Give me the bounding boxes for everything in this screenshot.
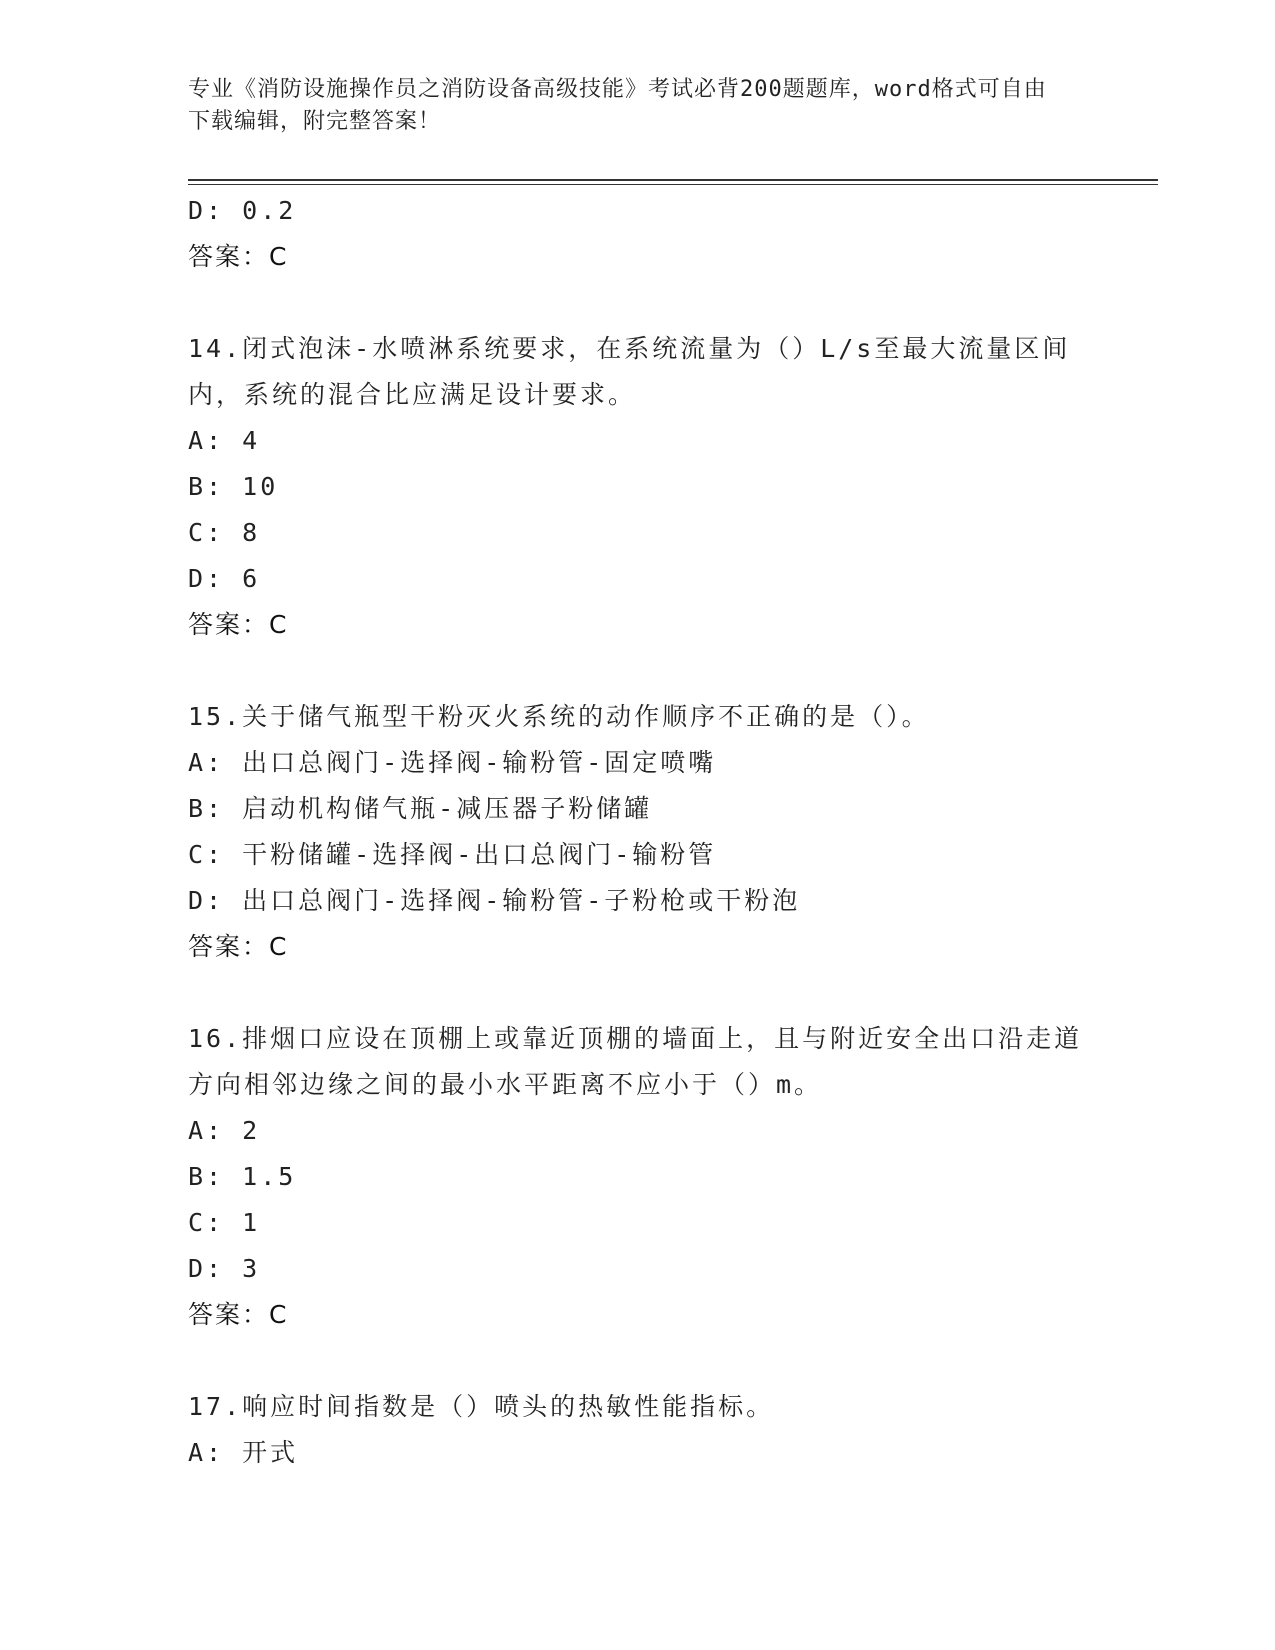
option-b: B: 1.5 [188,1162,297,1191]
spacer [188,648,1088,694]
option-a: A: 4 [188,426,261,455]
question-15 [188,694,1088,970]
option-d: D: 0.2 [188,196,297,225]
spacer [188,1338,1088,1384]
answer-line: 答案：C [188,932,289,961]
option-c: C: 1 [188,1208,261,1237]
question-16 [188,1016,1088,1338]
answer-line: 答案：C [188,1300,289,1329]
spacer [188,280,1088,326]
option-d: D: 3 [188,1254,261,1283]
option-a: A: 2 [188,1116,261,1145]
option-a: A: 出口总阀门-选择阀-输粉管-固定喷嘴 [188,748,717,777]
spacer [188,970,1088,1016]
option-d: D: 出口总阀门-选择阀-输粉管-子粉枪或干粉泡 [188,886,801,915]
document-header: 专业《消防设施操作员之消防设备高级技能》考试必背200题题库，word格式可自由下载编辑，附完整答案！ [188,77,1047,134]
option-b: B: 启动机构储气瓶-减压器子粉储罐 [188,794,653,823]
question-stem: 16.排烟口应设在顶棚上或靠近顶棚的墙面上，且与附近安全出口沿走道方向相邻边缘之间的最小水平距离不应小于（）m。 [188,1024,1083,1099]
answer-line: 答案：C [188,610,289,639]
answer-line: 答案：C [188,242,289,271]
option-c: C: 8 [188,518,261,547]
header-rule-thin [188,184,1158,185]
question-stem: 17.响应时间指数是（）喷头的热敏性能指标。 [188,1392,775,1421]
question-list [188,188,1088,1476]
question-14 [188,326,1088,648]
option-a: A: 开式 [188,1438,299,1467]
question-13-tail [188,188,1088,280]
option-d: D: 6 [188,564,261,593]
question-stem: 14.闭式泡沫-水喷淋系统要求，在系统流量为（）L/s至最大流量区间内，系统的混合比应满足设计要求。 [188,334,1071,409]
question-stem: 15.关于储气瓶型干粉灭火系统的动作顺序不正确的是（）。 [188,702,930,731]
option-b: B: 10 [188,472,279,501]
option-c: C: 干粉储罐-选择阀-出口总阀门-输粉管 [188,840,717,869]
header-rule-thick [188,179,1158,181]
question-17 [188,1384,1088,1476]
